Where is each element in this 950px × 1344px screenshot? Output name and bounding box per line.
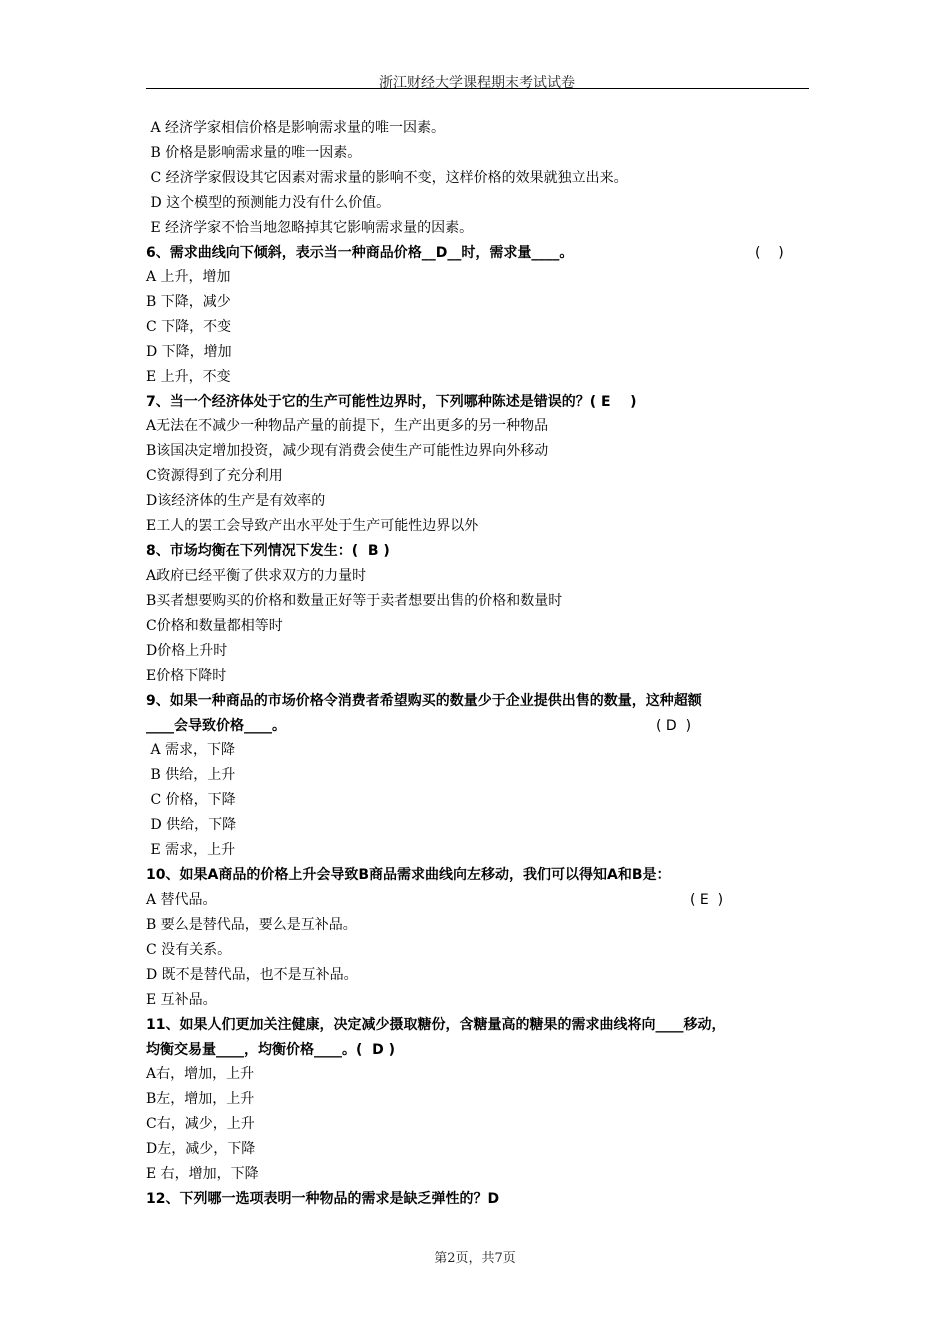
option-line: A无法在不减少一种物品产量的前提下，生产出更多的另一种物品 bbox=[146, 418, 549, 434]
answer-bracket-q9: ( D ) bbox=[656, 718, 692, 734]
option-line: A 上升，增加 bbox=[146, 269, 231, 285]
answer-bracket-q6: ( ) bbox=[755, 245, 784, 261]
option-line: B 下降，减少 bbox=[146, 294, 231, 310]
option-line: A 经济学家相信价格是影响需求量的唯一因素。 bbox=[146, 120, 446, 136]
option-line: E工人的罢工会导致产出水平处于生产可能性边界以外 bbox=[146, 518, 479, 534]
option-line: C资源得到了充分利用 bbox=[146, 468, 283, 484]
question-line: 12、下列哪一选项表明一种物品的需求是缺乏弹性的？D bbox=[146, 1191, 500, 1207]
page-header-title: 浙江财经大学课程期末考试试卷 bbox=[379, 75, 575, 91]
option-line: D该经济体的生产是有效率的 bbox=[146, 493, 326, 509]
option-line: E 经济学家不恰当地忽略掉其它影响需求量的因素。 bbox=[146, 220, 474, 236]
option-line: B左，增加，上升 bbox=[146, 1091, 255, 1107]
option-line: A政府已经平衡了供求双方的力量时 bbox=[146, 568, 367, 584]
question-line: 均衡交易量____，均衡价格____。( D ) bbox=[146, 1042, 396, 1058]
option-line: B该国决定增加投资，减少现有消费会使生产可能性边界向外移动 bbox=[146, 443, 549, 459]
option-line: B 要么是替代品，要么是互补品。 bbox=[146, 917, 357, 933]
option-line: E 互补品。 bbox=[146, 992, 217, 1008]
answer-bracket-q10: ( E ) bbox=[690, 892, 724, 908]
option-line: E 右，增加，下降 bbox=[146, 1166, 259, 1182]
question-line: 9、如果一种商品的市场价格令消费者希望购买的数量少于企业提供出售的数量，这种超额 bbox=[146, 693, 702, 709]
option-line: B 供给，上升 bbox=[146, 767, 236, 783]
option-line: C 没有关系。 bbox=[146, 942, 232, 958]
option-line: D左，减少，下降 bbox=[146, 1141, 256, 1157]
option-line: C右，减少，上升 bbox=[146, 1116, 255, 1132]
question-line: 10、如果A商品的价格上升会导致B商品需求曲线向左移动，我们可以得知A和B是： bbox=[146, 867, 671, 883]
option-line: B 价格是影响需求量的唯一因素。 bbox=[146, 145, 362, 161]
option-line: C 经济学家假设其它因素对需求量的影响不变，这样价格的效果就独立出来。 bbox=[146, 170, 628, 186]
header-rule bbox=[146, 88, 809, 89]
option-line: A右，增加，上升 bbox=[146, 1066, 255, 1082]
option-line: D价格上升时 bbox=[146, 643, 228, 659]
question-line: 8、市场均衡在下列情况下发生：( B ) bbox=[146, 543, 390, 559]
option-line: D 这个模型的预测能力没有什么价值。 bbox=[146, 195, 391, 211]
option-line: C 价格，下降 bbox=[146, 792, 236, 808]
question-line: 11、如果人们更加关注健康，决定减少摄取糖份，含糖量高的糖果的需求曲线将向____移动， bbox=[146, 1017, 726, 1033]
page-footer: 第2页，共7页 bbox=[434, 1251, 516, 1266]
question-line: 7、当一个经济体处于它的生产可能性边界时，下列哪种陈述是错误的？( E ) bbox=[146, 394, 637, 410]
option-line: C 下降，不变 bbox=[146, 319, 232, 335]
option-line: E价格下降时 bbox=[146, 668, 227, 684]
option-line: C价格和数量都相等时 bbox=[146, 618, 283, 634]
option-line: D 既不是替代品，也不是互补品。 bbox=[146, 967, 358, 983]
question-line: 6、需求曲线向下倾斜，表示当一种商品价格__D__时，需求量____。 bbox=[146, 245, 574, 261]
option-line: B买者想要购买的价格和数量正好等于卖者想要出售的价格和数量时 bbox=[146, 593, 563, 609]
question-line: ____会导致价格____。 bbox=[146, 718, 286, 734]
option-line: D 供给，下降 bbox=[146, 817, 237, 833]
option-line: D 下降，增加 bbox=[146, 344, 232, 360]
option-line: E 上升，不变 bbox=[146, 369, 231, 385]
option-line: A 需求，下降 bbox=[146, 742, 236, 758]
option-line: E 需求，上升 bbox=[146, 842, 236, 858]
option-line: A 替代品。 bbox=[146, 892, 217, 908]
